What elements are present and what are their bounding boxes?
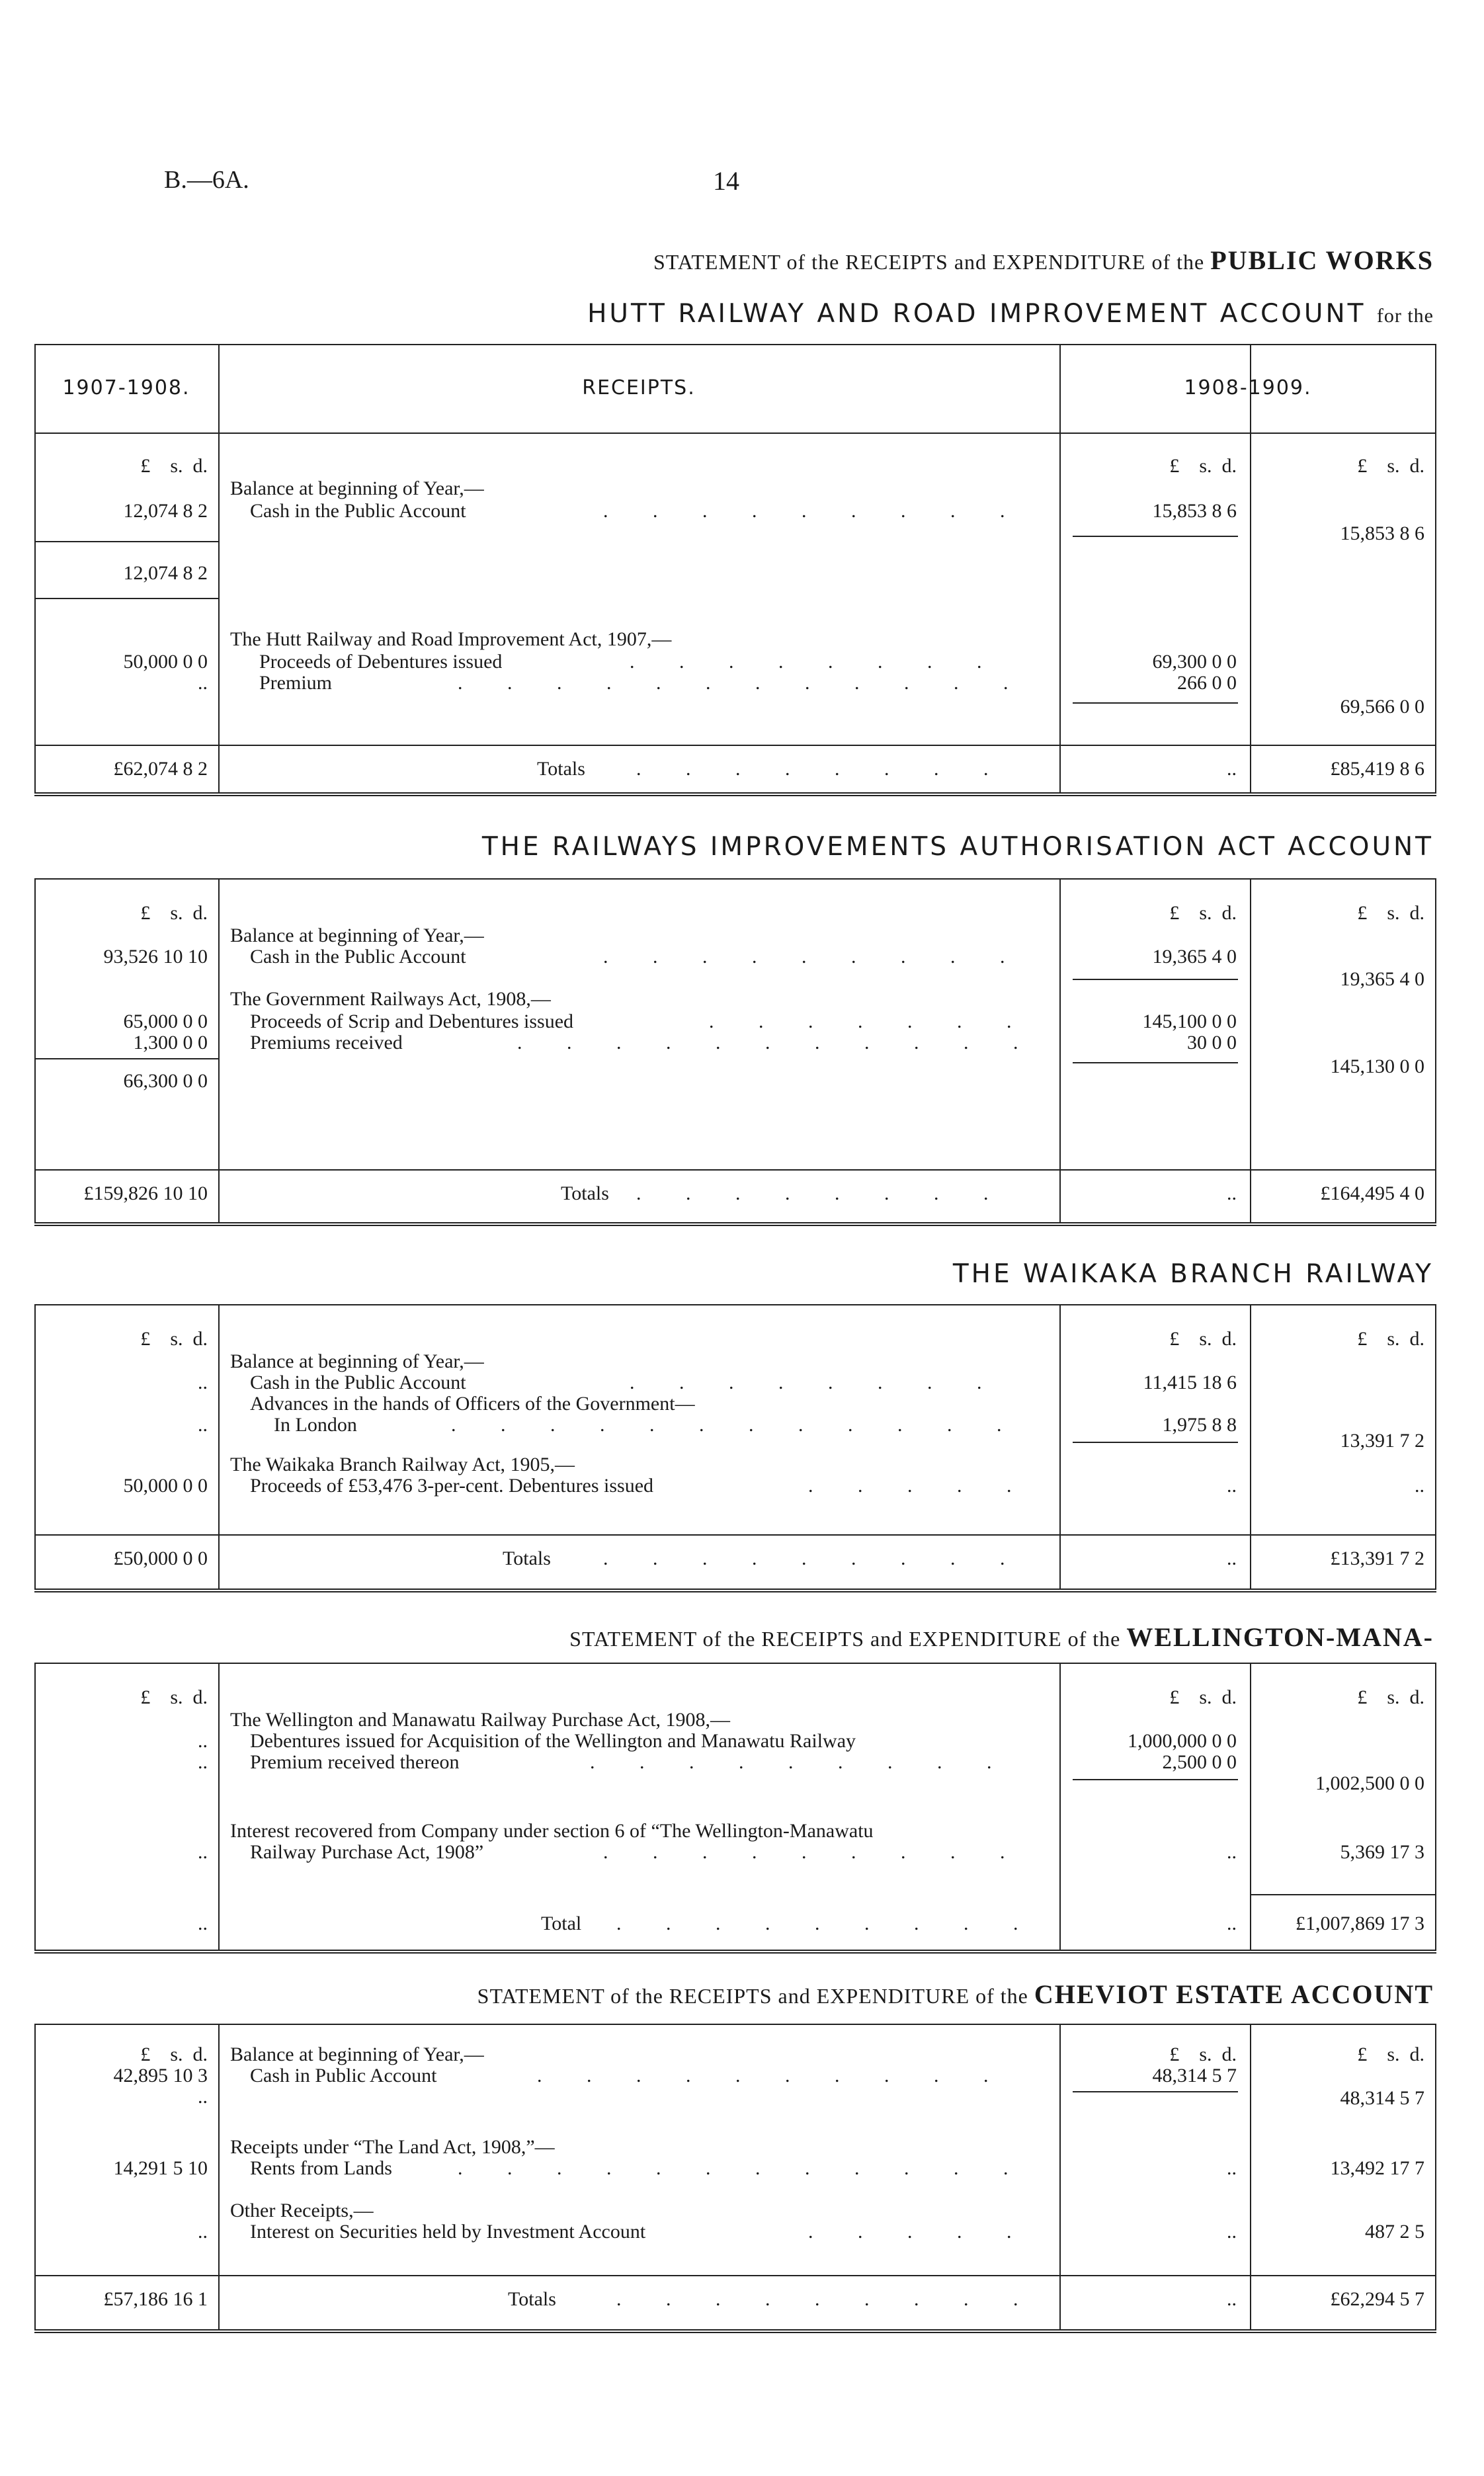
dot-leader: . . . . . . . . . . . . <box>458 2157 1028 2179</box>
unit-labels-mid: £ s. d. <box>1169 2043 1237 2065</box>
balance-item: Cash in the Public Account <box>250 946 466 968</box>
section-title-hutt: HUTT RAILWAY AND ROAD IMPROVEMENT ACCOUNT for the <box>587 299 1434 329</box>
value-mid: .. <box>1227 2221 1237 2243</box>
value-left: .. <box>198 2221 208 2243</box>
statement-heading-wellington: STATEMENT of the RECEIPTS and EXPENDITURE of the WELLINGTON-MANA- <box>569 1622 1434 1652</box>
total-left: .. <box>198 1913 208 1934</box>
total-right: £164,495 4 0 <box>1320 1182 1424 1204</box>
subtotal-left: 12,074 8 2 <box>123 562 208 584</box>
value-right: 145,130 0 0 <box>1330 1055 1424 1077</box>
value-left: .. <box>198 1751 208 1773</box>
total-right: £13,391 7 2 <box>1330 1548 1424 1569</box>
value-left: .. <box>198 1372 208 1393</box>
act-item-debentures: Proceeds of Debentures issued <box>259 651 503 673</box>
unit-labels-right: £ s. d. <box>1357 455 1424 477</box>
total-left: £159,826 10 10 <box>83 1182 208 1204</box>
total-right: £1,007,869 17 3 <box>1296 1913 1424 1934</box>
unit-labels-left: £ s. d. <box>140 902 208 924</box>
unit-labels-left: £ s. d. <box>140 455 208 477</box>
dot-leader: . . . . . . . . . <box>603 1841 1025 1863</box>
dot-leader: . . . . . . . . . <box>616 2288 1038 2310</box>
unit-labels-mid: £ s. d. <box>1169 1686 1237 1708</box>
total-left: £62,074 8 2 <box>113 758 208 780</box>
totals-label: Totals <box>561 1182 609 1204</box>
value-left: 14,291 5 10 <box>113 2157 208 2179</box>
totals-label: Totals <box>537 758 585 780</box>
totals-label: Totals <box>508 2288 556 2310</box>
interest-line-1: Interest recovered from Company under section 6 of “The Wellington-Manawatu <box>230 1820 874 1842</box>
dot-leader: . . . . . <box>808 1475 1032 1497</box>
total-mid: .. <box>1227 1548 1237 1569</box>
value-mid: 11,415 18 6 <box>1143 1372 1237 1393</box>
balance-heading: Balance at beginning of Year,— <box>230 477 484 499</box>
total-left: £57,186 16 1 <box>103 2288 208 2310</box>
value-mid: .. <box>1227 2157 1237 2179</box>
dot-leader: . . . . . . . . . <box>590 1751 1012 1773</box>
advances-london: In London <box>274 1414 357 1436</box>
total-left: £50,000 0 0 <box>113 1548 208 1569</box>
value-mid: 69,300 0 0 <box>1152 651 1237 673</box>
total-mid: .. <box>1227 2288 1237 2310</box>
value-right: 69,566 0 0 <box>1340 696 1424 718</box>
value-left: 50,000 0 0 <box>123 1475 208 1497</box>
value-right: 1,002,500 0 0 <box>1315 1772 1424 1794</box>
total-mid: .. <box>1227 1182 1237 1204</box>
unit-labels-right: £ s. d. <box>1357 902 1424 924</box>
value-right: 48,314 5 7 <box>1340 2087 1424 2109</box>
col-header-receipts: RECEIPTS. <box>582 376 696 399</box>
balance-heading: Balance at beginning of Year,— <box>230 925 484 946</box>
statement-heading-cheviot: STATEMENT of the RECEIPTS and EXPENDITURE of the CHEVIOT ESTATE ACCOUNT <box>477 1979 1434 2009</box>
dot-leader: . . . . . . . . . <box>603 500 1025 522</box>
value-left: 93,526 10 10 <box>103 946 208 968</box>
act-item-premium: Premium received thereon <box>250 1751 460 1773</box>
unit-labels-left: £ s. d. <box>140 2043 208 2065</box>
advances-item: Advances in the hands of Officers of the Government— <box>250 1393 695 1415</box>
rents-item: Rents from Lands <box>250 2157 392 2179</box>
value-left: .. <box>198 1414 208 1436</box>
unit-labels-mid: £ s. d. <box>1169 455 1237 477</box>
land-act-heading: Receipts under “The Land Act, 1908,”— <box>230 2136 555 2158</box>
value-mid: .. <box>1227 1841 1237 1863</box>
act-heading: The Government Railways Act, 1908,— <box>230 988 551 1010</box>
balance-heading: Balance at beginning of Year,— <box>230 1350 484 1372</box>
dot-leader: . . . . . . . . <box>636 758 1009 780</box>
subtotal-left: 66,300 0 0 <box>123 1070 208 1092</box>
value-mid: 1,975 8 8 <box>1162 1414 1237 1436</box>
dot-leader: . . . . . . . . <box>630 651 1002 673</box>
total-right: £62,294 5 7 <box>1330 2288 1424 2310</box>
unit-labels-right: £ s. d. <box>1357 1686 1424 1708</box>
value-left: 12,074 8 2 <box>123 500 208 522</box>
table-wellington-manawatu <box>34 1663 1436 1954</box>
balance-item: Cash in the Public Account <box>250 500 466 522</box>
value-mid: 1,000,000 0 0 <box>1128 1730 1237 1752</box>
value-mid: 15,853 8 6 <box>1152 500 1237 522</box>
value-right: 15,853 8 6 <box>1340 522 1424 544</box>
page-number: 14 <box>713 166 739 196</box>
value-left: 42,895 10 3 <box>113 2065 208 2086</box>
act-item-debentures: Debentures issued for Acquisition of the Wellington and Manawatu Railway <box>250 1730 856 1752</box>
statement-heading-1: STATEMENT of the RECEIPTS and EXPENDITURE of the PUBLIC WORKS <box>653 245 1434 275</box>
unit-labels-mid: £ s. d. <box>1169 902 1237 924</box>
interest-line-2: Railway Purchase Act, 1908” <box>250 1841 484 1863</box>
act-heading: The Wellington and Manawatu Railway Purchase Act, 1908,— <box>230 1709 731 1731</box>
other-receipts-heading: Other Receipts,— <box>230 2200 374 2221</box>
value-mid: 19,365 4 0 <box>1152 946 1237 968</box>
table-cheviot-estate <box>34 2024 1436 2333</box>
value-left: 50,000 0 0 <box>123 651 208 673</box>
value-mid: 145,100 0 0 <box>1142 1011 1237 1032</box>
act-heading: The Hutt Railway and Road Improvement Act, 1907,— <box>230 628 672 650</box>
value-left: 65,000 0 0 <box>123 1011 208 1032</box>
dot-leader: . . . . . . . . . . . . <box>451 1414 1022 1436</box>
unit-labels-left: £ s. d. <box>140 1328 208 1350</box>
value-right: 487 2 5 <box>1365 2221 1424 2243</box>
value-left: .. <box>198 1841 208 1863</box>
unit-labels-mid: £ s. d. <box>1169 1328 1237 1350</box>
value-mid: .. <box>1227 1475 1237 1497</box>
value-left: .. <box>198 2086 208 2108</box>
interest-item: Interest on Securities held by Investment Account <box>250 2221 646 2243</box>
total-mid: .. <box>1227 758 1237 780</box>
value-mid: 266 0 0 <box>1177 672 1237 694</box>
value-right: .. <box>1415 1475 1424 1497</box>
unit-labels-right: £ s. d. <box>1357 1328 1424 1350</box>
table-waikaka <box>34 1304 1436 1592</box>
act-item-premiums: Premiums received <box>250 1032 403 1053</box>
value-mid: 30 0 0 <box>1187 1032 1237 1053</box>
dot-leader: . . . . . . . . . . . <box>517 1032 1038 1053</box>
total-right: £85,419 8 6 <box>1330 758 1424 780</box>
balance-item: Cash in Public Account <box>250 2065 437 2086</box>
total-mid: .. <box>1227 1913 1237 1934</box>
dot-leader: . . . . . . . . <box>630 1372 1002 1393</box>
dot-leader: . . . . . . . . . . <box>537 2065 1009 2086</box>
col-header-1908: 1908-1909. <box>1184 376 1312 399</box>
section-title-waikaka: THE WAIKAKA BRANCH RAILWAY <box>952 1259 1434 1289</box>
dot-leader: . . . . . . . . . <box>603 946 1025 968</box>
value-right: 19,365 4 0 <box>1340 968 1424 990</box>
value-left: .. <box>198 1730 208 1752</box>
total-label: Total <box>541 1913 582 1934</box>
act-item-scrip: Proceeds of Scrip and Debentures issued <box>250 1011 574 1032</box>
totals-label: Totals <box>503 1548 551 1569</box>
balance-item: Cash in the Public Account <box>250 1372 466 1393</box>
dot-leader: . . . . . . . . . . . . <box>458 672 1028 694</box>
value-mid: 2,500 0 0 <box>1162 1751 1237 1773</box>
act-item-debentures: Proceeds of £53,476 3-per-cent. Debentures issued <box>250 1475 654 1497</box>
value-right: 13,492 17 7 <box>1330 2157 1424 2179</box>
dot-leader: . . . . . . . . . <box>603 1548 1025 1569</box>
dot-leader: . . . . . <box>808 2221 1032 2243</box>
page-reference: B.—6A. <box>164 166 249 194</box>
dot-leader: . . . . . . . <box>709 1011 1032 1032</box>
col-header-1907: 1907-1908. <box>62 376 190 399</box>
table-hutt <box>34 344 1436 796</box>
balance-heading: Balance at beginning of Year,— <box>230 2043 484 2065</box>
act-heading: The Waikaka Branch Railway Act, 1905,— <box>230 1454 575 1475</box>
value-left: .. <box>198 672 208 694</box>
value-right: 5,369 17 3 <box>1340 1841 1424 1863</box>
dot-leader: . . . . . . . . <box>636 1182 1009 1204</box>
value-mid: 48,314 5 7 <box>1152 2065 1237 2086</box>
table-railways-improvements <box>34 878 1436 1226</box>
value-right: 13,391 7 2 <box>1340 1430 1424 1452</box>
unit-labels-left: £ s. d. <box>140 1686 208 1708</box>
unit-labels-right: £ s. d. <box>1357 2043 1424 2065</box>
act-item-premium: Premium <box>259 672 332 694</box>
value-left: 1,300 0 0 <box>133 1032 208 1053</box>
section-title-railways-improvements: THE RAILWAYS IMPROVEMENTS AUTHORISATION ACT ACCOUNT <box>481 832 1434 862</box>
dot-leader: . . . . . . . . . <box>616 1913 1038 1934</box>
